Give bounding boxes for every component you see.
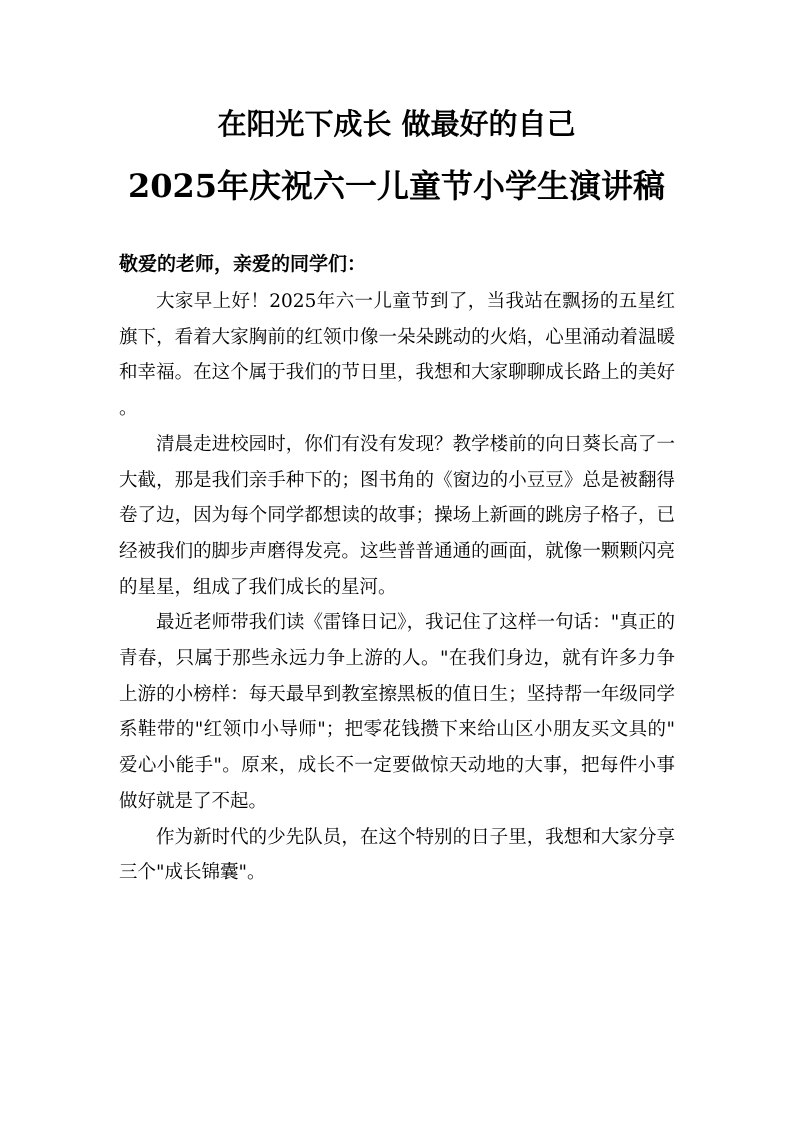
- document-body: [119, 284, 675, 891]
- document-subtitle: 2025年庆祝六一儿童节小学生演讲稿: [127, 167, 666, 205]
- paragraph: 大家早上好！2025年六一儿童节到了，当我站在飘扬的五星红旗下，看着大家胸前的红领巾像一朵朵跳动的火焰，心里涌动着温暖和幸福。在这个属于我们的节日里，我想和大家聊聊成长路上的美好。: [119, 291, 675, 420]
- document-title: 在阳光下成长 做最好的自己: [217, 107, 576, 141]
- salutation: 敬爱的老师，亲爱的同学们：: [119, 253, 367, 275]
- paragraph: 最近老师带我们读《雷锋日记》，我记住了这样一句话："真正的青春，只属于那些永远力争上游的人。"在我们身边，就有许多力争上游的小榜样：每天最早到教室擦黑板的值日生；坚持帮一年级同学系鞋带的"红领巾小导师"；把零花钱攒下来给山区小朋友买文具的"爱心小能手"。原来，成长不一定要做惊天动地的大事，把每件小事做好就是了不起。: [119, 612, 675, 812]
- paragraph: 清晨走进校园时，你们有没有发现？教学楼前的向日葵长高了一大截，那是我们亲手种下的；图书角的《窗边的小豆豆》总是被翻得卷了边，因为每个同学都想读的故事；操场上新画的跳房子格子，已经被我们的脚步声磨得发亮。这些普普通通的画面，就像一颗颗闪亮的星星，组成了我们成长的星河。: [119, 433, 675, 598]
- paragraph: 作为新时代的少先队员，在这个特别的日子里，我想和大家分享三个"成长锦囊"。: [119, 826, 675, 884]
